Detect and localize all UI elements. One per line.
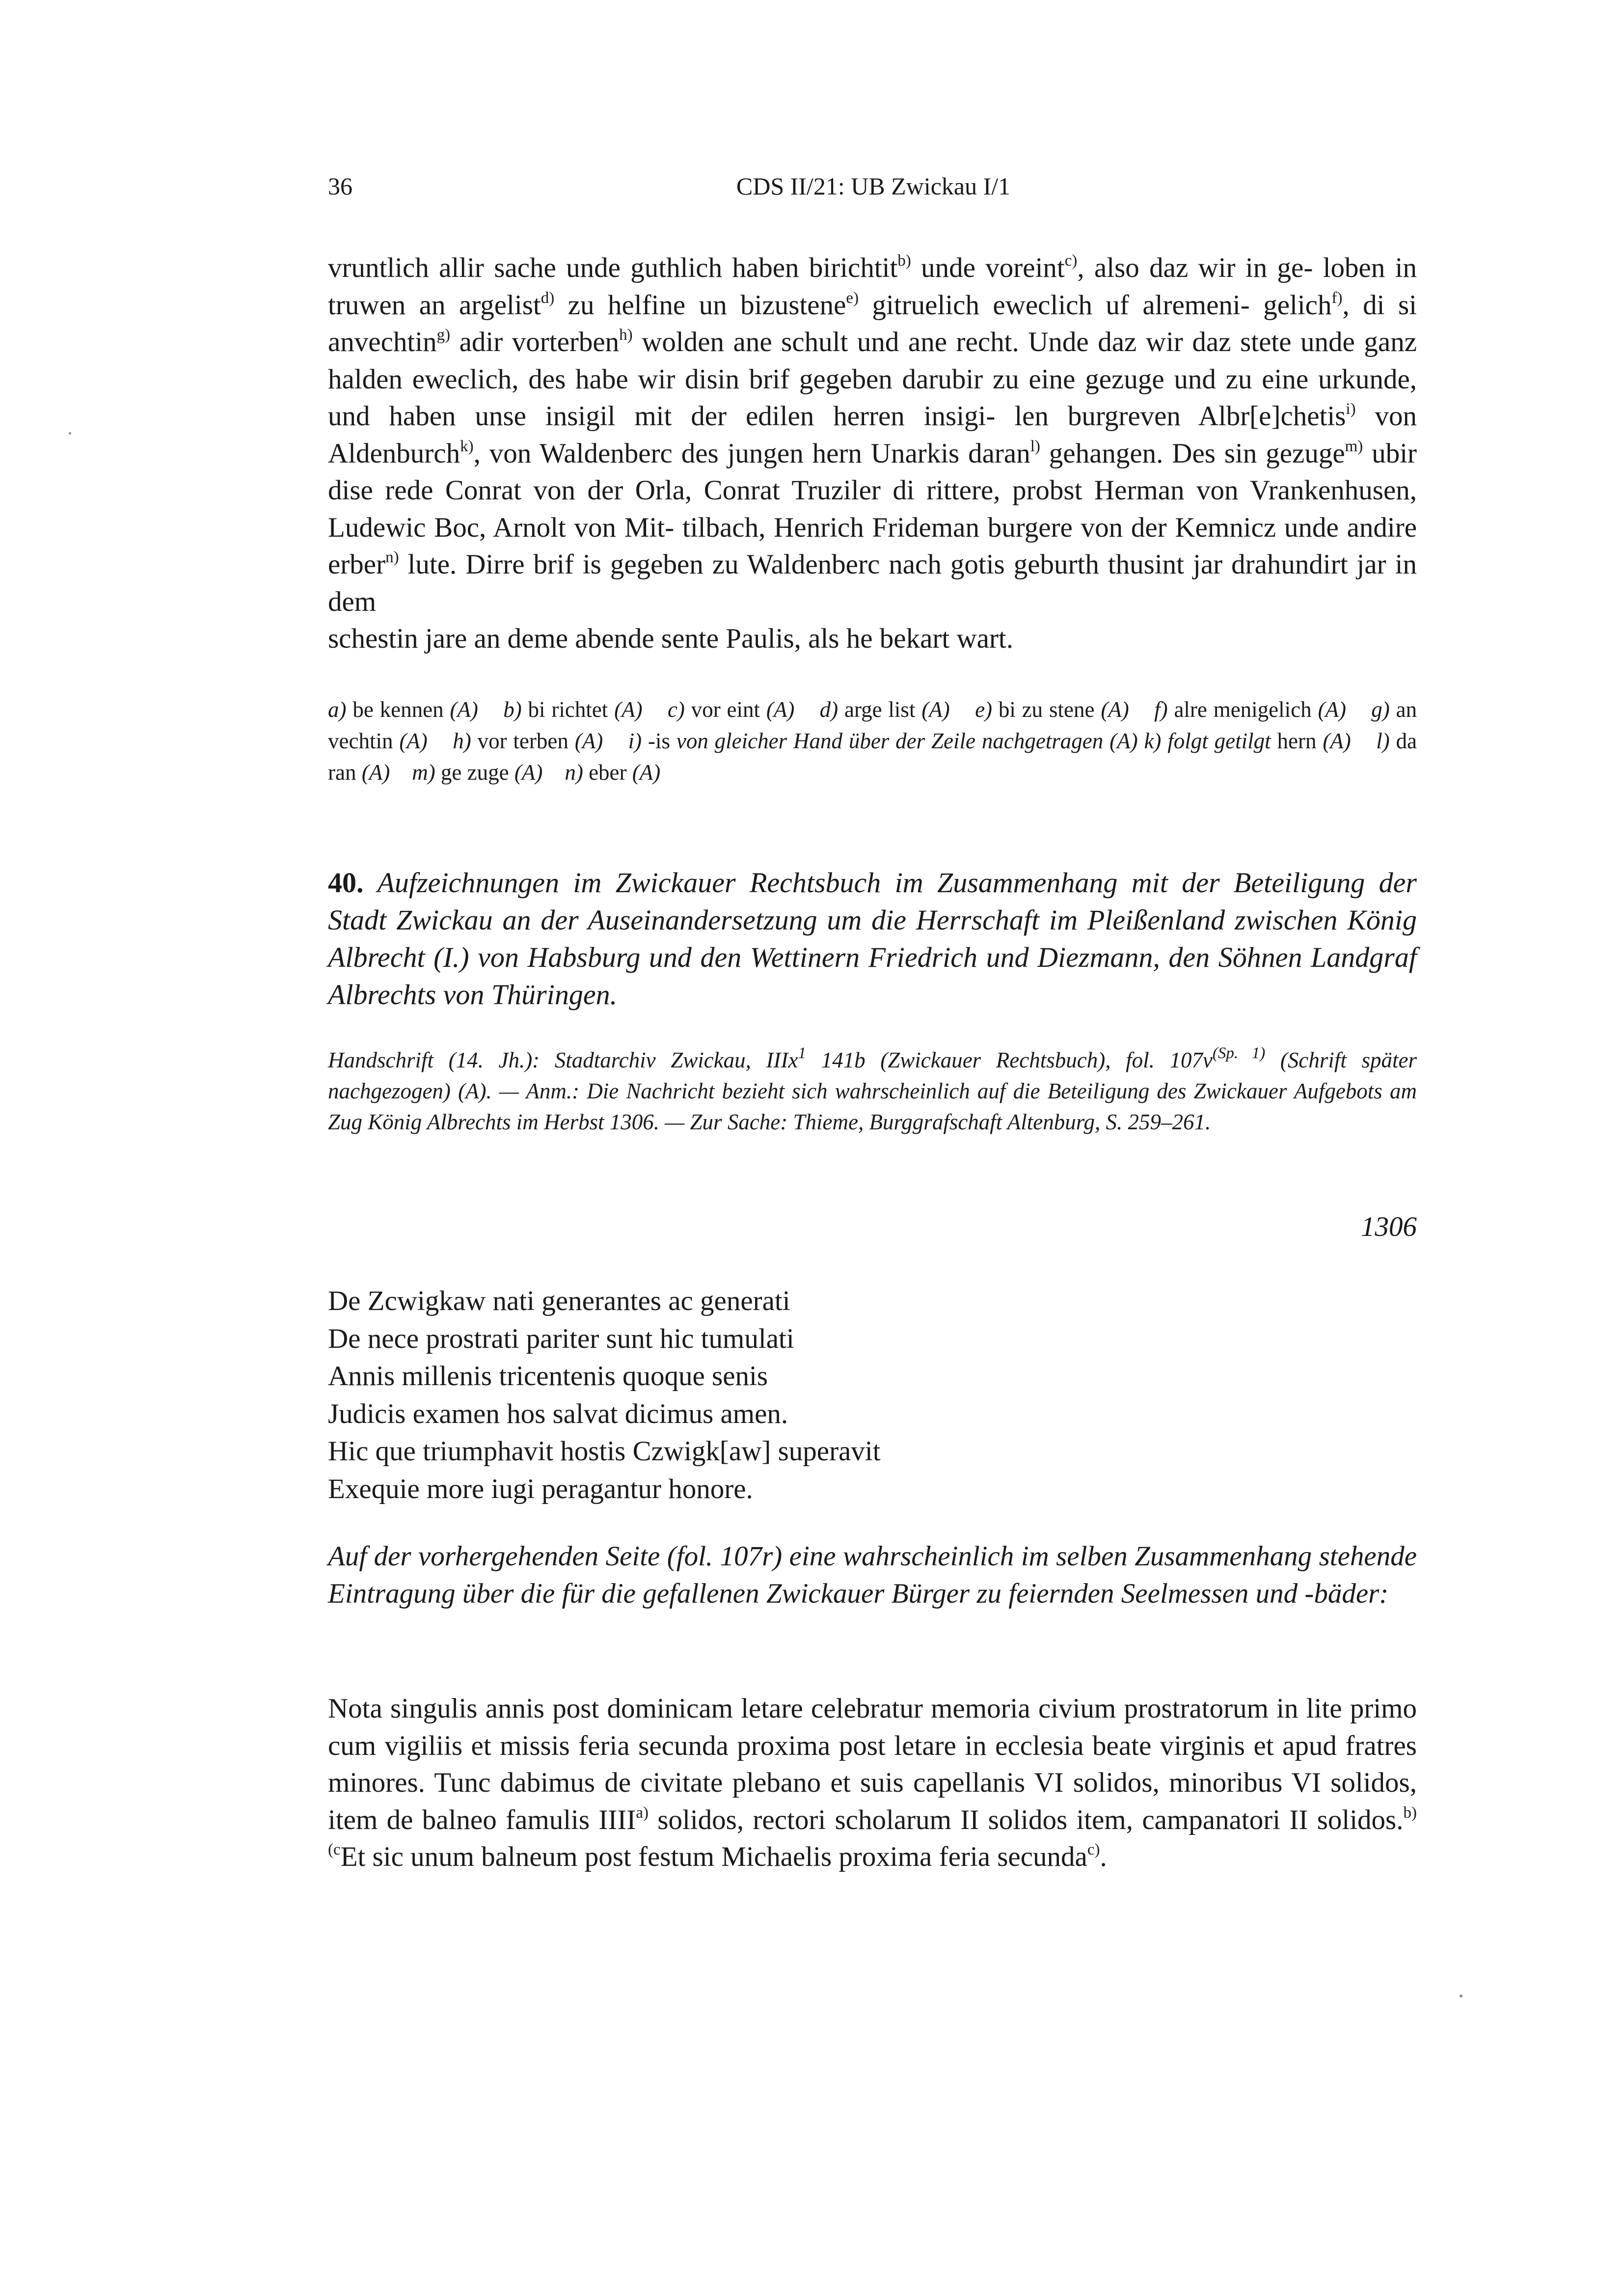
text-paragraph-end: schestin jare an deme abende sente Paulis, als he bekart wart. xyxy=(328,623,1013,654)
footnote-ref: (c xyxy=(328,1841,341,1859)
editorial-intro: Auf der vorhergehenden Seite (fol. 107r) eine wahrscheinlich im selben Zusammenhang stehende Eintragung über die für die gefallenen Zwickauer Bürger zu feiernden Seelmessen und -bäder: xyxy=(328,1541,1417,1609)
footnote-ref: b) xyxy=(1403,1804,1417,1822)
footnote-ref: c) xyxy=(1064,252,1078,270)
running-title: CDS II/21: UB Zwickau I/1 xyxy=(736,172,1011,200)
variant-notes: a) be kennen (A) b) bi richtet (A) c) vor eint (A) d) arge list (A) e) bi zu stene (A) f) alre menigelich (A) g) an vechtin (A) h) vor terben (A) i) -is von gleicher Hand über der Zeile nachgetragen (A) k) folgt getilgt hern (A) l) da ran (A) m) ge zuge (A) n) eber (A) xyxy=(328,697,1417,785)
entry-title: Aufzeichnungen im Zwickauer Rechtsbuch im Zusammenhang mit der Beteiligung der Stadt Zwickau an der Auseinandersetzung um die Herrschaft im Pleißenland zwischen König Albrecht (I.) von Habsburg und den Wettinern Friedrich und Diezmann, den Söhnen Landgraf Albrechts von Thüringen. xyxy=(328,867,1417,1011)
verse-line: De Zcwigkaw nati generantes ac generati xyxy=(328,1285,790,1316)
footnote-ref: i) xyxy=(1346,400,1356,418)
footnote-ref: b) xyxy=(897,252,911,270)
entry-heading xyxy=(328,864,1417,1013)
footnote-ref: e) xyxy=(846,289,859,307)
running-head xyxy=(328,172,1419,206)
page-number: 36 xyxy=(328,172,352,200)
nota-paragraph: Nota singulis annis post dominicam letare celebratur memoria civium prostratorum in lite primo cum vigiliis et missis feria secunda proxima post letare in ecclesia beate virginis et apud fratres minores. Tunc dabimus de civitate plebano et suis capellanis VI solidos, minoribus VI solidos, item de balneo famulis IIII$^{a)}$ solidos, rectori scholarum II solidos item, campanatori II solidos.$^{b)}$ $^{(c}$Et sic unum balneum post festum Michaelis proxima feria secunda$^{c)}$. xyxy=(328,1693,1417,1872)
footnote-ref: h) xyxy=(619,326,633,344)
footnote-ref: k) xyxy=(460,437,474,455)
text-paragraph: vruntlich allir sache unde guthlich haben birichtit$^{b)}$ unde voreint$^{c)}$, also daz wir in ge- loben in truwen an argelist$^{d)}$ zu helfine un bizustene$^{e)}$ gitruelich eweclich uf alremeni- gelich$^{f)}$, di si anvechtin$^{g)}$ adir vorterben$^{h)}$ wolden ane schult und ane recht. Unde daz wir daz stete unde ganz halden eweclich, des habe wir disin brif gegeben darubir zu eine gezuge und zu eine urkunde, und haben unse insigil mit der edilen herren insigi- len burgreven Albr[e]chetis$^{i)}$ von Aldenburch$^{k)}$, von Waldenberc des jungen hern Unarkis daran$^{l)}$ gehangen. Des sin gezuge$^{m)}$ ubir dise rede Conrat von der Orla, Conrat Truziler di rittere, probst Herman von Vrankenhusen, Ludewic Boc, Arnolt von Mit- tilbach, Henrich Frideman burgere von der Kemnicz unde andire erber$^{n)}$ lute. Dirre brif is gegeben zu Waldenberc nach gotis geburth thusint jar drahundirt jar in dem xyxy=(328,252,1417,617)
footnote-ref: a) xyxy=(636,1804,649,1822)
verse-line: Hic que triumphavit hostis Czwigk[aw] superavit xyxy=(328,1436,881,1467)
footnote-ref: n) xyxy=(385,548,399,566)
verse-line: De nece prostrati pariter sunt hic tumulati xyxy=(328,1323,794,1354)
footnote-ref: c) xyxy=(1087,1841,1100,1859)
entry-date: 1306 xyxy=(1361,1211,1417,1242)
footnote-ref: m) xyxy=(1345,437,1363,455)
footnote-ref: f) xyxy=(1331,289,1343,307)
entry-number: 40. xyxy=(328,867,364,899)
footnote-ref: d) xyxy=(541,289,555,307)
verse-line: Judicis examen hos salvat dicimus amen. xyxy=(328,1398,788,1429)
footnote-ref: l) xyxy=(1030,437,1040,455)
charter-text-continuation xyxy=(328,249,1417,657)
scan-speck xyxy=(1460,1995,1462,1997)
scan-speck xyxy=(69,432,71,435)
verse-inscription xyxy=(328,1283,1417,1508)
verse-line: Annis millenis tricentenis quoque senis xyxy=(328,1361,768,1392)
source-description: Handschrift (14. Jh.): Stadtarchiv Zwickau, IIIx$^1$ 141b (Zwickauer Rechtsbuch), fol. $107v^{(Sp. 1)}$ (Schrift später nachgezogen) (A). — Anm.: Die Nachricht bezieht sich wahrscheinlich auf die Beteiligung des Zwickauer Aufgebots am Zug König Albrechts im Herbst 1306. — Zur Sache: Thieme, Burggrafschaft Altenburg, S. 259–261. xyxy=(328,1044,1417,1134)
verse-line: Exequie more iugi peragantur honore. xyxy=(328,1473,753,1504)
footnote-ref: g) xyxy=(436,326,451,344)
